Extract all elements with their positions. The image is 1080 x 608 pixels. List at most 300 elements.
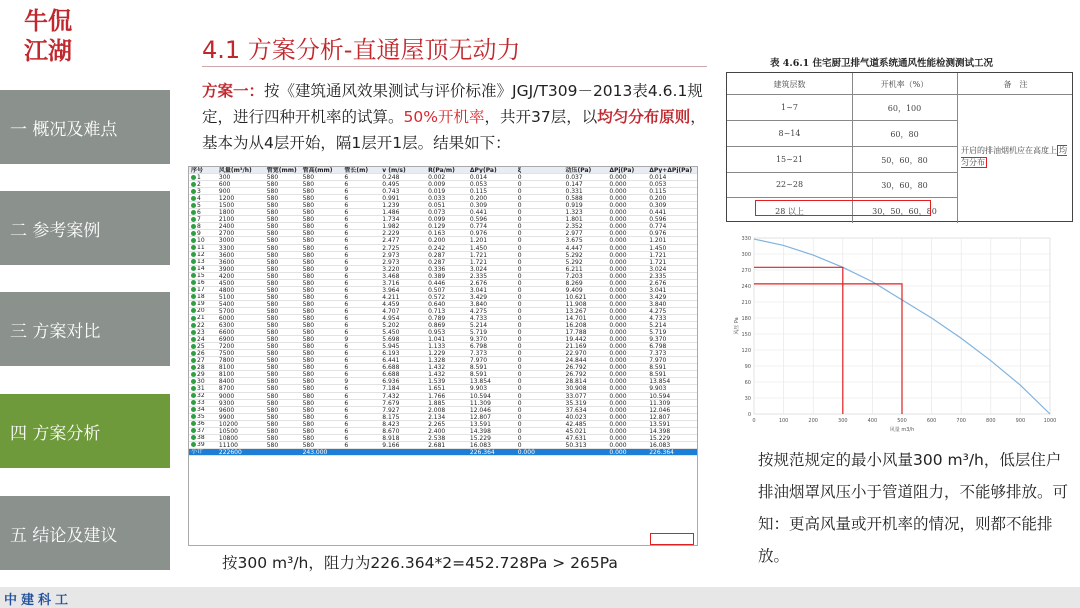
sidebar-item-conclusion[interactable] [0, 496, 170, 570]
table-cell: 0.000 [609, 209, 627, 216]
table-cell: 8.918 [382, 434, 400, 441]
table-cell: 0 [517, 195, 522, 202]
table-cell: 1.133 [428, 343, 446, 350]
table-cell: 6 [344, 420, 349, 427]
table-cell: 管长(m) [344, 167, 369, 174]
table-cell: 580 [302, 427, 315, 434]
table-cell: 1.450 [469, 244, 488, 251]
x-tick-label: 100 [778, 418, 789, 424]
table-cell: 2.229 [382, 230, 400, 237]
table-cell: 0.331 [565, 188, 583, 195]
table-cell: 1.041 [428, 336, 446, 343]
table-cell: 0.115 [469, 188, 488, 195]
table-cell: 32 [189, 393, 217, 399]
table-cell: 4.211 [382, 293, 400, 300]
table-cell: 0.002 [428, 174, 446, 181]
table-cell: ΔPj(Pa) [609, 167, 635, 174]
table-cell: 0 [517, 265, 522, 272]
table-cell: 7200 [218, 343, 235, 350]
table-cell: 2.008 [428, 406, 446, 413]
table-cell: 3.024 [649, 265, 667, 272]
table-cell: 0.000 [609, 244, 627, 251]
table-cell: 0.053 [649, 181, 667, 188]
table-cell: 226.364 [649, 448, 674, 455]
rate-cell: 30，50，60，80 [872, 207, 937, 216]
table-cell: 0 [517, 357, 522, 364]
table-row [189, 428, 697, 435]
table-cell: 4.707 [382, 307, 400, 314]
table-cell: 6900 [218, 336, 235, 343]
table-cell: 0 [517, 258, 522, 265]
table-cell: 580 [266, 314, 279, 322]
table-cell: 33.077 [565, 392, 587, 399]
table-cell: 8.175 [382, 413, 400, 420]
table-cell: 12.046 [649, 406, 671, 413]
table-cell: 4.275 [469, 307, 488, 314]
table-cell: 2400 [218, 223, 235, 230]
row-status-icon [191, 217, 196, 222]
table-cell: 6.798 [649, 343, 667, 350]
table-cell: 580 [302, 371, 315, 378]
table-cell: 2.477 [382, 237, 400, 244]
table-cell: ξ [517, 167, 522, 174]
table-cell: 580 [266, 286, 279, 293]
row-status-icon [191, 351, 196, 356]
table-cell: 0.774 [649, 223, 667, 230]
table-cell: 3.041 [649, 286, 667, 293]
table-cell: 580 [302, 364, 315, 371]
table-row [189, 400, 697, 407]
table-cell: 30.908 [565, 385, 587, 392]
x-tick-label: 0 [752, 418, 756, 424]
table-cell: 580 [302, 202, 315, 209]
table-cell: 7.184 [382, 385, 400, 392]
table-cell: 10.594 [469, 392, 491, 399]
table-cell: 6 [344, 371, 349, 378]
table-cell: 580 [302, 258, 315, 265]
table-cell: 0.000 [609, 195, 627, 202]
x-axis-label: 风量 m3/h [889, 427, 915, 432]
table-cell: 管宽(mm) [266, 167, 297, 174]
table-cell: 2.977 [565, 230, 583, 237]
table-cell: 5.214 [649, 322, 667, 329]
table-cell [380, 449, 426, 455]
sidebar-item-analysis[interactable] [0, 394, 170, 468]
table-cell: 3600 [218, 258, 235, 265]
table-cell: 0.163 [428, 230, 446, 237]
table-cell: 24.844 [565, 357, 587, 364]
table-cell: 580 [302, 441, 315, 448]
table-row [189, 315, 697, 322]
table-cell: 0.976 [469, 230, 488, 237]
table-row [189, 181, 697, 188]
table-cell [426, 449, 468, 455]
table-cell: 580 [266, 209, 279, 216]
table-row [189, 329, 697, 336]
table-row [189, 364, 697, 371]
table-cell: 0 [517, 209, 522, 216]
table-cell: 4.954 [382, 314, 400, 322]
table-row [189, 442, 697, 449]
row-status-icon [191, 266, 196, 271]
table-cell: 5.719 [469, 329, 488, 336]
table-cell: 580 [266, 434, 279, 441]
table-cell: 0.000 [609, 399, 627, 406]
table-cell: 0 [517, 216, 522, 223]
table-cell: 0 [517, 329, 522, 336]
table-cell: 580 [302, 174, 315, 181]
y-tick-label: 60 [744, 380, 751, 386]
table-cell: 10.621 [565, 293, 587, 300]
sidebar-item-reference[interactable] [0, 191, 170, 265]
table-cell: 0.033 [428, 195, 446, 202]
table-cell: 39 [189, 442, 217, 448]
table-cell: 7.373 [649, 350, 667, 357]
x-tick-label: 600 [926, 418, 937, 424]
table-cell: 0.000 [609, 237, 627, 244]
y-tick-label: 0 [747, 412, 751, 418]
table-cell: 15 [189, 273, 217, 279]
note-highlight: 均匀分布 [961, 146, 1067, 167]
table-cell: 0 [517, 364, 522, 371]
table-cell: 580 [302, 357, 315, 364]
table-cell: 580 [266, 399, 279, 406]
floor-cell: 22~28 [775, 180, 804, 189]
table-cell: 0 [517, 272, 522, 279]
table-cell: 0 [517, 230, 522, 237]
row-status-icon [191, 189, 196, 194]
row-status-icon [191, 435, 196, 440]
table-cell: 8400 [218, 378, 235, 385]
header-cell: 建筑层数 [773, 80, 806, 89]
table-cell: 0 [517, 434, 522, 441]
table-cell: 580 [266, 307, 279, 314]
table-row [189, 385, 697, 392]
table-cell: 580 [266, 237, 279, 244]
row-status-icon [191, 379, 196, 384]
table-cell: 0.000 [609, 434, 627, 441]
table-cell: 580 [302, 385, 315, 392]
table-cell: 3000 [218, 237, 235, 244]
table-cell: 1.801 [565, 216, 583, 223]
table-cell [342, 449, 380, 455]
table-cell: 580 [302, 216, 315, 223]
table-cell: 管高(mm) [302, 167, 333, 174]
table-cell: 2.681 [428, 441, 446, 448]
row-status-icon [191, 372, 196, 377]
table-cell: 0.441 [469, 209, 488, 216]
table-cell: 0 [517, 174, 522, 181]
table-cell: 0.000 [609, 272, 627, 279]
table-cell: 10500 [218, 427, 238, 434]
table-cell: 1800 [218, 209, 235, 216]
row-status-icon [191, 280, 196, 285]
table-cell: 13.591 [649, 420, 671, 427]
table-cell: 6 [344, 343, 349, 350]
row-status-icon [191, 337, 196, 342]
table-cell: 1.229 [428, 350, 446, 357]
y-tick-label: 150 [741, 332, 751, 338]
table-footer-row [189, 449, 697, 456]
table-row [189, 343, 697, 350]
table-cell: 5.214 [469, 322, 488, 329]
table-cell: 0.014 [469, 174, 488, 181]
table-cell: 13.267 [565, 307, 587, 314]
table-cell: 9 [344, 265, 349, 272]
table-cell: 3.468 [382, 272, 400, 279]
table-cell: 580 [302, 230, 315, 237]
table-cell: 0.000 [609, 343, 627, 350]
table-cell: 0.099 [428, 216, 446, 223]
table-cell: 8100 [218, 371, 235, 378]
table-cell: 222600 [218, 448, 242, 455]
table-row [189, 414, 697, 421]
table-cell: 0 [517, 286, 522, 293]
table-row [189, 421, 697, 428]
table-cell: 8.591 [649, 364, 667, 371]
table-cell: 1 [189, 174, 217, 180]
table-cell: 580 [266, 392, 279, 399]
row-status-icon [191, 400, 196, 405]
table-cell: 580 [266, 322, 279, 329]
table-cell: 0.000 [609, 357, 627, 364]
table-cell: 2700 [218, 230, 235, 237]
table-cell: 0.000 [609, 279, 627, 286]
table-cell: 243.000 [302, 448, 328, 455]
table-cell: 1.721 [649, 258, 667, 265]
table-cell: 0.287 [428, 258, 446, 265]
table-row [189, 245, 697, 252]
table-cell: 26.792 [565, 371, 587, 378]
table-cell: 6 [344, 237, 349, 244]
table-cell: 580 [266, 441, 279, 448]
table-cell: 580 [266, 258, 279, 265]
table-cell: 580 [302, 322, 315, 329]
table-cell: 23 [189, 329, 217, 335]
table-cell: 580 [266, 230, 279, 237]
table-cell: 580 [266, 174, 279, 181]
table-cell: 580 [266, 329, 279, 336]
table-cell: 2 [189, 181, 217, 187]
table-cell: 1.651 [428, 385, 446, 392]
row-status-icon [191, 358, 196, 363]
table-cell: 5.292 [565, 251, 583, 258]
table-cell: 3.716 [382, 279, 400, 286]
table-cell: 1.450 [649, 244, 667, 251]
table-cell: 1.328 [428, 357, 446, 364]
y-tick-label: 330 [741, 236, 751, 242]
table-cell: 6 [344, 307, 349, 314]
table-cell: 21.169 [565, 343, 587, 350]
table-cell: 0.129 [428, 223, 446, 230]
table-cell: 风量(m³/h) [218, 167, 252, 174]
table-cell: 16.083 [649, 441, 671, 448]
table-cell: 14 [189, 266, 217, 272]
table-cell: 0.051 [428, 202, 446, 209]
table-cell: 0.000 [609, 378, 627, 385]
row-status-icon [191, 323, 196, 328]
table-row [189, 230, 697, 237]
table-cell: 6000 [218, 314, 235, 322]
table-cell: 1.766 [428, 392, 446, 399]
table-row [189, 407, 697, 414]
sidebar-item-overview[interactable] [0, 90, 170, 164]
table-row [189, 357, 697, 364]
table-cell: 1200 [218, 195, 235, 202]
table-cell: 580 [266, 420, 279, 427]
table-cell: ΔPy(Pa) [469, 167, 497, 174]
page-title: 4.1 方案分析-直通屋顶无动力 [202, 36, 521, 64]
table-cell: 580 [266, 336, 279, 343]
table-cell: 0.446 [428, 279, 446, 286]
table-cell: 28.814 [565, 378, 587, 385]
table-cell: 14.398 [649, 427, 671, 434]
table-cell: 580 [302, 181, 315, 188]
table-cell: 580 [266, 293, 279, 300]
table-cell: 0 [517, 237, 522, 244]
table-cell: 580 [302, 343, 315, 350]
table-cell: 13.591 [469, 420, 491, 427]
sidebar-item-label: 一 概况及难点 [10, 119, 118, 140]
table-cell: 580 [266, 378, 279, 385]
table-cell: 580 [302, 399, 315, 406]
highlight-box [755, 200, 931, 216]
table-cell: 580 [302, 279, 315, 286]
x-tick-label: 700 [956, 418, 966, 424]
row-status-icon [191, 245, 196, 250]
footer-bar [0, 587, 1080, 608]
table-cell: 6.211 [565, 265, 583, 272]
table-cell: 580 [302, 413, 315, 420]
table-cell: 0.000 [609, 322, 627, 329]
table-cell: 2.335 [649, 272, 667, 279]
table-cell: 3.840 [649, 300, 667, 307]
table-cell: 7500 [218, 350, 235, 357]
table-cell: 7800 [218, 357, 235, 364]
table-cell: 17 [189, 287, 217, 293]
floor-cell: 15~21 [775, 155, 804, 164]
table-cell: 19.442 [565, 336, 587, 343]
table-cell: 3.024 [469, 265, 488, 272]
scheme-description: 方案一：按《建筑通风效果测试与评价标准》JGJ/T309－2013表4.6.1规定，进行四种开机率的试算。50%开机率，共开37层，以均匀分布原则，基本为从4层开始，隔1层开1层。结果如下： [202, 82, 706, 152]
table-cell: 7.373 [469, 350, 488, 357]
table-cell: 4.733 [649, 314, 667, 322]
table-cell: 6 [344, 293, 349, 300]
table-row [189, 393, 697, 400]
table-cell: 6 [344, 322, 349, 329]
table-cell: 动压(Pa) [565, 167, 592, 174]
table-cell: 9000 [218, 392, 235, 399]
table-cell: 1.323 [565, 209, 583, 216]
table-cell: 0.774 [469, 223, 488, 230]
x-tick-label: 800 [986, 418, 996, 424]
table-cell: 3.964 [382, 286, 400, 293]
table-cell: 580 [302, 209, 315, 216]
y-tick-label: 240 [741, 284, 751, 290]
calculation-table [188, 166, 698, 546]
table-row [189, 223, 697, 230]
table-cell: 2.538 [428, 434, 446, 441]
table-cell: 3.220 [382, 265, 400, 272]
table-cell: 0.000 [609, 329, 627, 336]
table-cell: 6 [344, 188, 349, 195]
table-cell: 21 [189, 315, 217, 321]
x-tick-label: 200 [808, 418, 818, 424]
row-status-icon [191, 196, 196, 201]
table-cell: 1.201 [469, 237, 488, 244]
table-cell [564, 449, 608, 455]
standard-table [726, 72, 1073, 222]
table-cell: 900 [218, 188, 231, 195]
table-cell: 8100 [218, 364, 235, 371]
table-cell: 16.208 [565, 322, 587, 329]
table-cell: 580 [302, 336, 315, 343]
table-cell: 6 [344, 279, 349, 286]
table-cell: 0.000 [609, 307, 627, 314]
header-cell: 开机率（%） [880, 80, 929, 89]
table-row [189, 336, 697, 343]
table-cell: 0.000 [609, 188, 627, 195]
table-cell: 8.591 [649, 371, 667, 378]
table-cell: 6.688 [382, 364, 400, 371]
table-cell: 1.432 [428, 371, 446, 378]
floor-cell: 1~7 [781, 103, 798, 112]
table-row [189, 188, 697, 195]
table-cell: 7.679 [382, 399, 400, 406]
table-cell: 580 [266, 357, 279, 364]
table-cell: 14.398 [469, 427, 491, 434]
table-cell: 6 [344, 413, 349, 420]
row-status-icon [191, 182, 196, 187]
table-cell: 580 [302, 392, 315, 399]
table-cell: 580 [266, 427, 279, 434]
table-cell: 580 [302, 293, 315, 300]
table-cell: 9.409 [565, 286, 583, 293]
table-cell: 0.000 [609, 314, 627, 322]
table-cell: 0.000 [609, 223, 627, 230]
table-cell: 6 [344, 230, 349, 237]
row-status-icon [191, 428, 196, 433]
table-cell: 0 [517, 279, 522, 286]
table-cell: 0 [517, 336, 522, 343]
table-cell: 6 [344, 181, 349, 188]
table-cell: 6 [344, 427, 349, 434]
table-cell: 0.309 [469, 202, 488, 209]
table-cell: 16 [189, 280, 217, 286]
table-cell: 35 [189, 414, 217, 420]
table-cell: 7.203 [565, 272, 583, 279]
table-cell: 13 [189, 259, 217, 265]
row-status-icon [191, 238, 196, 243]
table-cell: 36 [189, 421, 217, 427]
table-cell: 0 [517, 188, 522, 195]
table-row [189, 378, 697, 385]
table-cell: 8700 [218, 385, 235, 392]
title-divider [202, 66, 707, 67]
table-cell: 2.400 [428, 427, 446, 434]
sidebar-item-comparison[interactable] [0, 292, 170, 366]
table-cell: 6 [344, 399, 349, 406]
table-cell: 7.927 [382, 406, 400, 413]
table-cell: 3300 [218, 244, 235, 251]
table-cell: 11.309 [469, 399, 491, 406]
table-cell: 26.792 [565, 364, 587, 371]
table-row [189, 308, 697, 315]
table-cell: 33 [189, 400, 217, 406]
table-cell: 4.733 [469, 314, 488, 322]
table-cell: 0 [517, 251, 522, 258]
company-logo: 中建科工 [4, 593, 73, 608]
